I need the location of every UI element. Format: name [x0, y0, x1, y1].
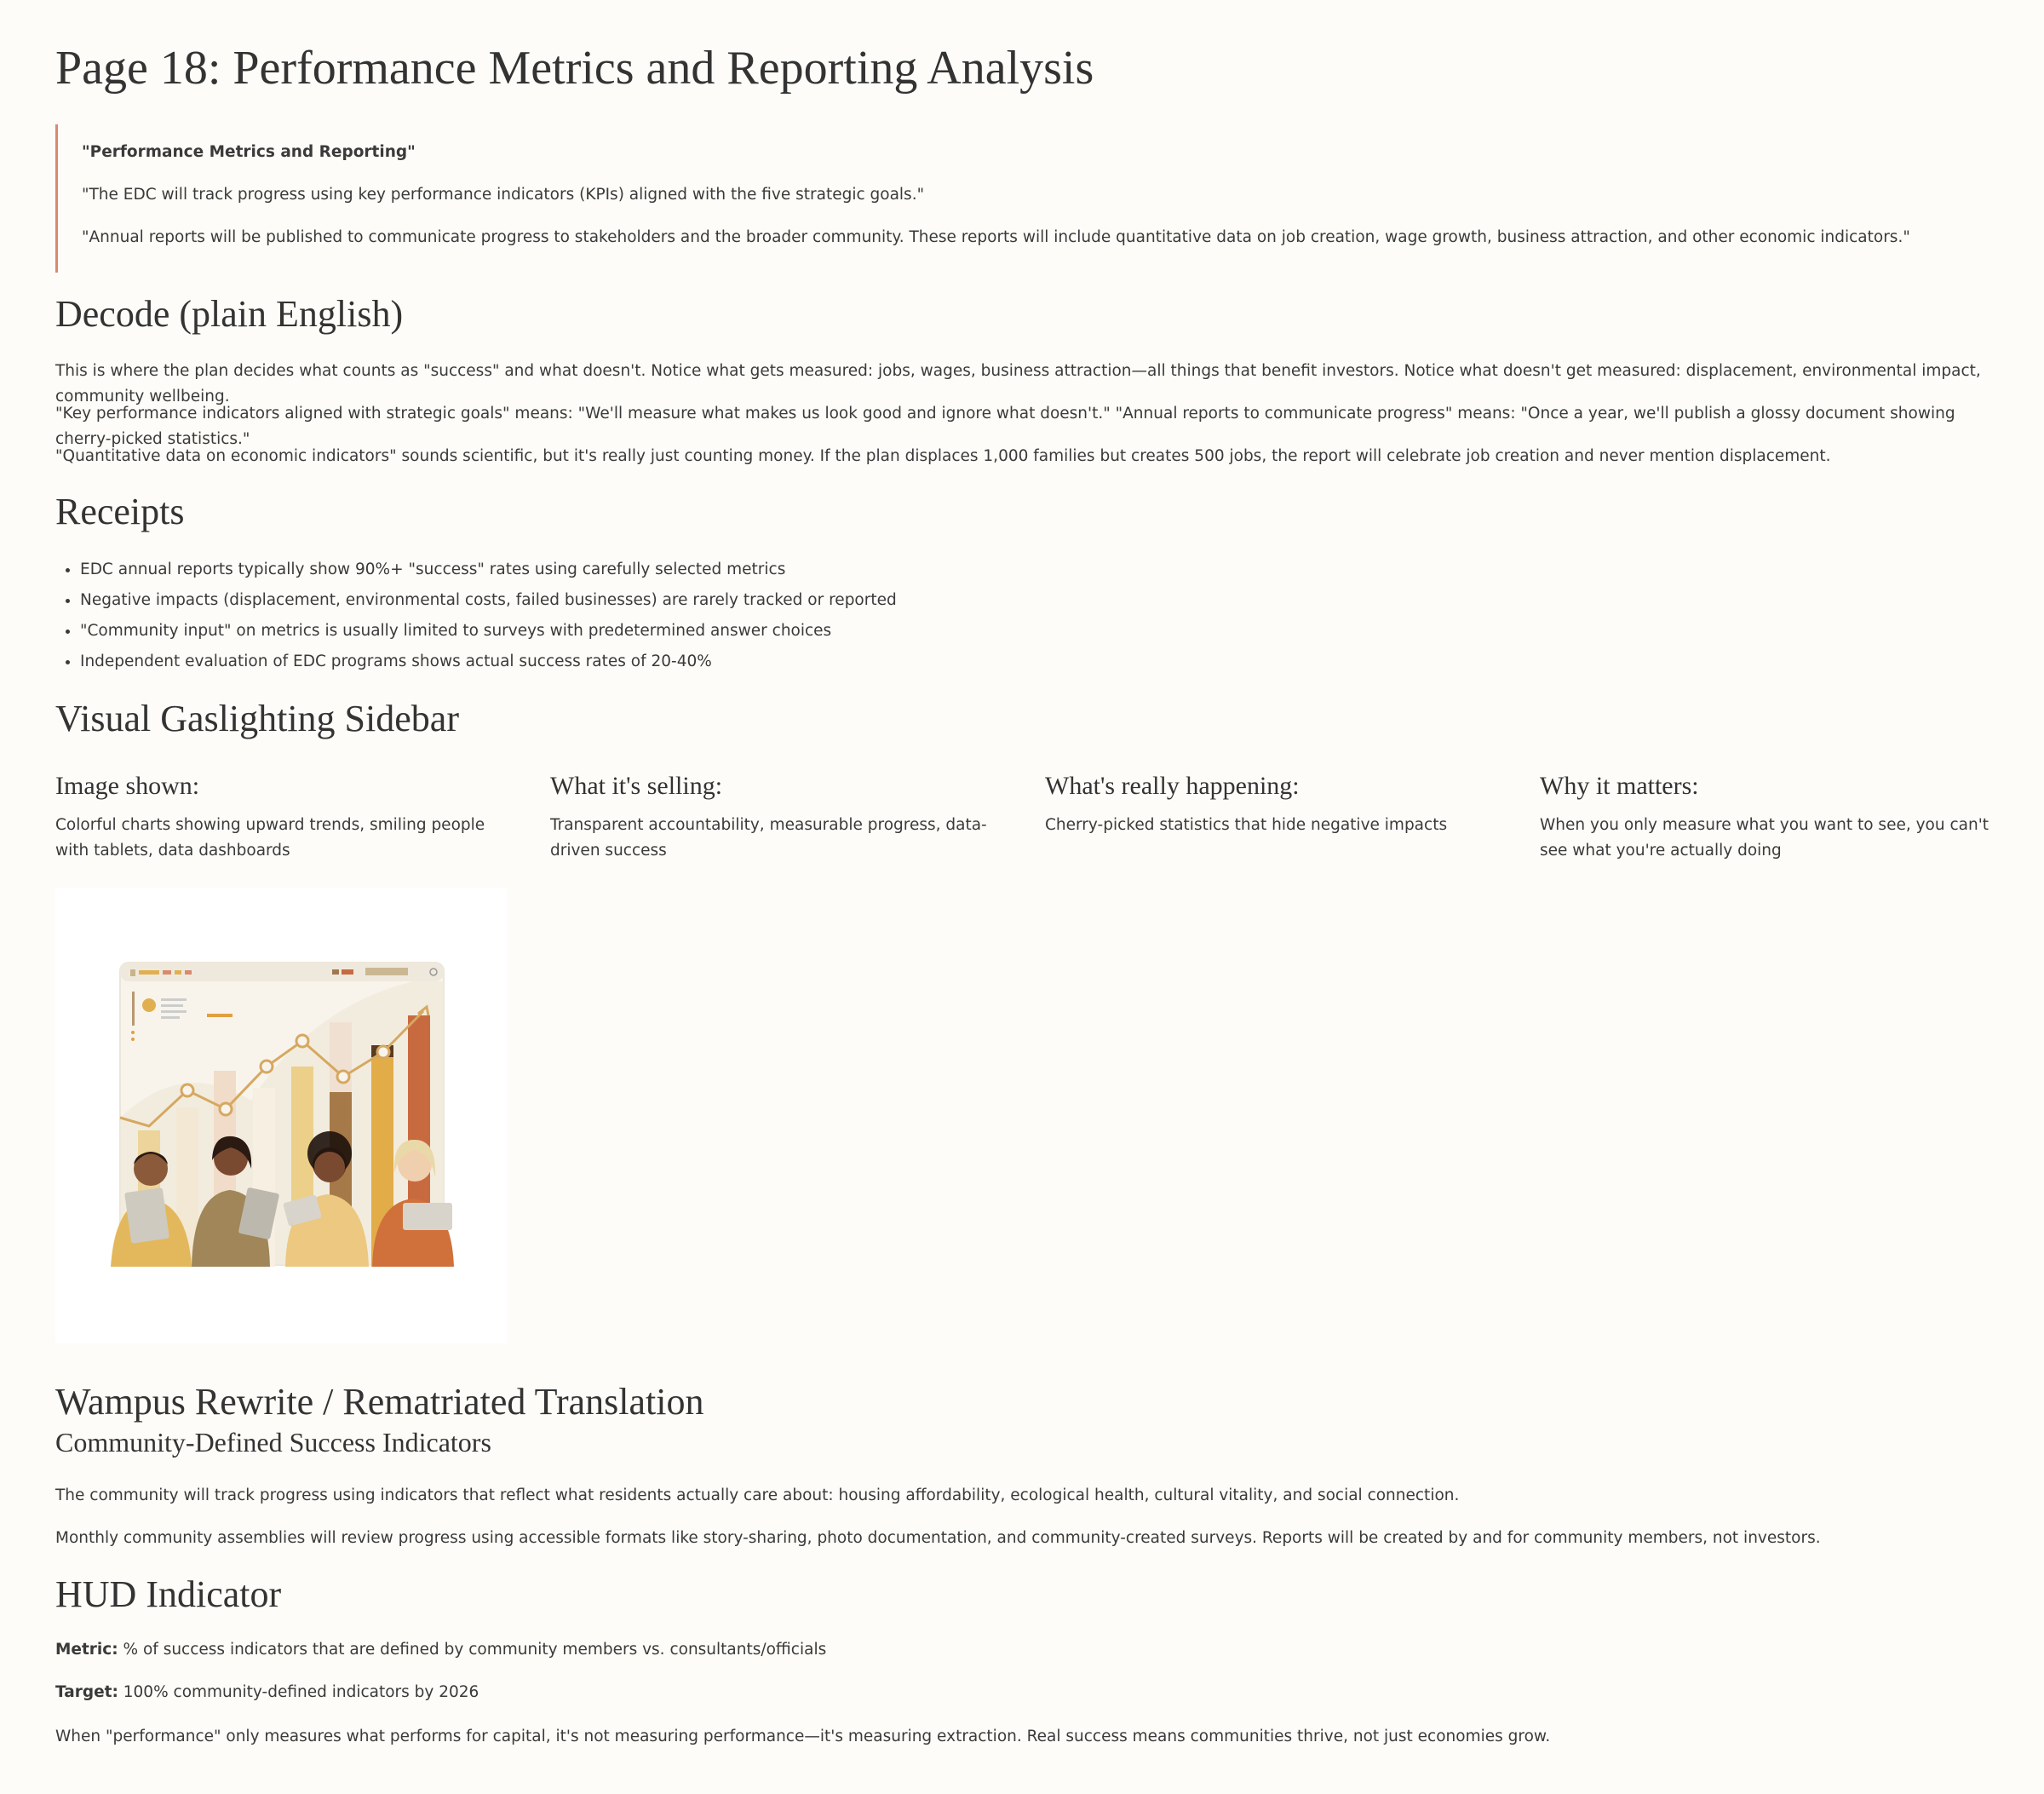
column-text: Transparent accountability, measurable progress, data-driven success — [550, 816, 987, 860]
dashboard-illustration — [55, 888, 507, 1343]
sidebar-columns — [55, 772, 1989, 874]
decode-paragraph: This is where the plan decides what counts as "success" and what doesn't. Notice what gets measured: jobs, wages, business attraction—all things that benefit investors. Notice what doesn't get measured: displacement, environmental impact, community wellbeing. — [55, 362, 1981, 405]
column-text: Colorful charts showing upward trends, smiling people with tablets, data dashboards — [55, 816, 485, 860]
quote-line: "The EDC will track progress using key performance indicators (KPIs) aligned with the five strategic goals." — [82, 186, 925, 204]
column-title: What's really happening: — [1045, 772, 1300, 800]
list-item: • Negative impacts (displacement, environmental costs, failed businesses) are rarely tracked or reported — [80, 588, 897, 613]
receipts-list — [55, 557, 897, 680]
column-title: Image shown: — [55, 772, 200, 800]
rewrite-paragraph: Monthly community assemblies will review progress using accessible formats like story-sharing, photo documentation, and community-created surveys. Reports will be created by and for community members, not investors. — [55, 1529, 1821, 1547]
hud-closing: When "performance" only measures what performs for capital, it's not measuring performance—it's measuring extraction. Real success means communities thrive, not just economies grow. — [55, 1728, 1551, 1745]
rewrite-heading: Wampus Rewrite / Rematriated Translation — [55, 1381, 704, 1423]
page-title: Page 18: Performance Metrics and Reporting Analysis — [55, 42, 1094, 95]
decode-heading: Decode (plain English) — [55, 293, 404, 335]
metric-text: % of success indicators that are defined by community members vs. consultants/officials — [118, 1641, 827, 1659]
sidebar-column — [1540, 772, 2000, 864]
hud-target — [55, 1680, 1989, 1705]
rewrite-paragraph: The community will track progress using indicators that reflect what residents actually care about: housing affordability, ecological health, cultural vitality, and social connection. — [55, 1486, 1460, 1504]
sidebar-column — [550, 772, 1010, 864]
source-quote — [55, 124, 1929, 273]
quote-line: "Annual reports will be published to communicate progress to stakeholders and the broader community. These reports will include quantitative data on job creation, wage growth, business attraction, and other economic indicators." — [82, 228, 1910, 246]
sidebar-heading: Visual Gaslighting Sidebar — [55, 698, 459, 739]
column-title: Why it matters: — [1540, 772, 1699, 800]
decode-paragraph: "Key performance indicators aligned with strategic goals" means: "We'll measure what makes us look good and ignore what doesn't." "Annual reports to communicate progress" means: "Once a year, we'll publish a glossy document showing cherry-picked statistics." — [55, 405, 1955, 448]
illustration-image — [55, 888, 507, 1343]
receipts-heading: Receipts — [55, 491, 185, 532]
list-item: • Independent evaluation of EDC programs shows actual success rates of 20-40% — [80, 649, 897, 675]
quote-title: "Performance Metrics and Reporting" — [82, 143, 416, 161]
hud-heading: HUD Indicator — [55, 1573, 282, 1615]
column-text: Cherry-picked statistics that hide negative impacts — [1045, 816, 1448, 834]
metric-label: Metric: — [55, 1641, 118, 1659]
rewrite-subheading: Community-Defined Success Indicators — [55, 1427, 491, 1458]
column-text: When you only measure what you want to see, you can't see what you're actually doing — [1540, 816, 1989, 860]
hud-metric — [55, 1637, 1989, 1663]
list-item: • EDC annual reports typically show 90%+ "success" rates using carefully selected metrics — [80, 557, 897, 583]
target-text: 100% community-defined indicators by 2026 — [118, 1683, 479, 1701]
decode-paragraph: "Quantitative data on economic indicators" sounds scientific, but it's really just counting money. If the plan displaces 1,000 families but creates 500 jobs, the report will celebrate job creation and never mention displacement. — [55, 447, 1831, 465]
sidebar-column — [1045, 772, 1505, 838]
target-label: Target: — [55, 1683, 118, 1701]
column-title: What it's selling: — [550, 772, 723, 800]
sidebar-column — [55, 772, 515, 864]
list-item: • "Community input" on metrics is usually limited to surveys with predetermined answer choices — [80, 618, 897, 644]
